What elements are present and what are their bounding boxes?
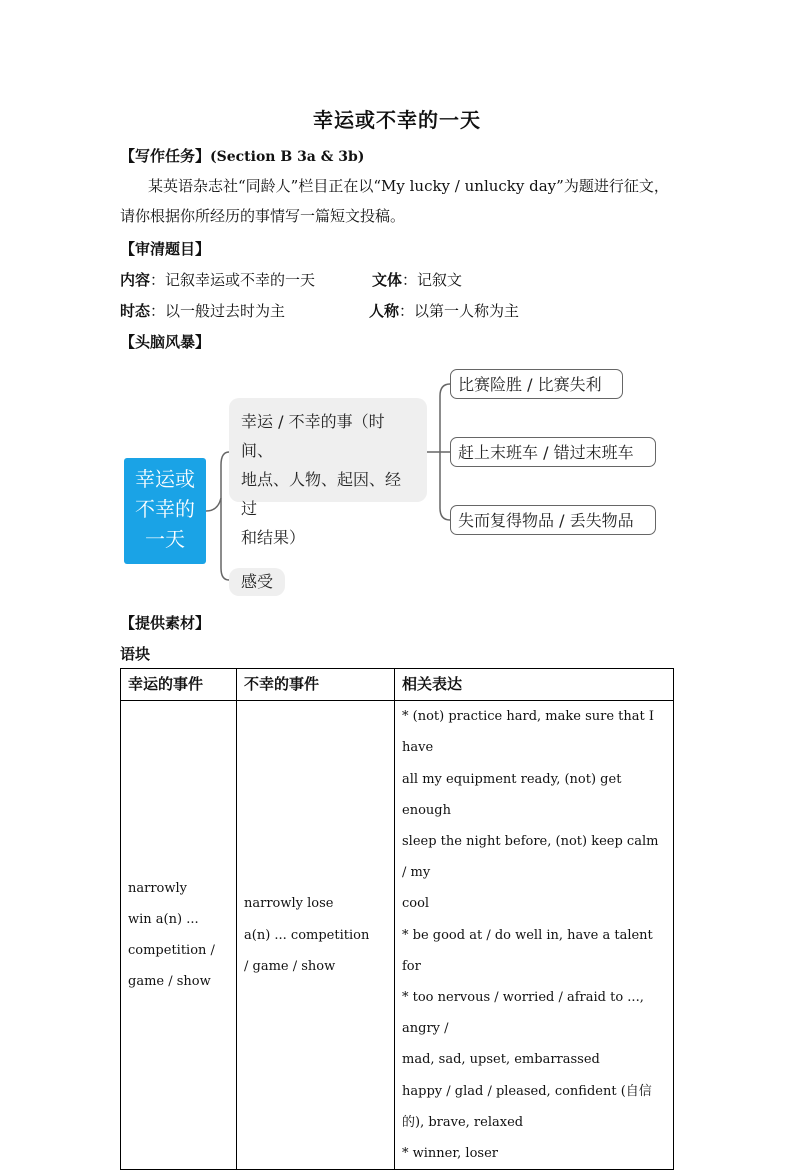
mind-map-leaf-lost-items: 失而复得物品 / 丢失物品 — [450, 505, 656, 535]
writing-task-line-2: 请你根据你所经历的事情写一篇短文投稿。 — [120, 207, 406, 225]
person-value: ：以第一人称为主 — [399, 302, 520, 320]
genre-label: 文体 — [372, 271, 403, 289]
branch-events-line-3: 和结果） — [241, 528, 306, 547]
mind-map-branch-events — [229, 398, 427, 547]
writing-task-heading: 【写作任务】 — [120, 147, 211, 165]
unlucky-line: narrowly lose — [244, 896, 334, 912]
lucky-line: win a(n) ... — [128, 912, 199, 928]
tense-label: 时态 — [120, 302, 151, 320]
materials-subheading: 语块 — [120, 645, 151, 663]
lucky-line: game / show — [128, 974, 211, 990]
mind-map-root — [124, 458, 206, 564]
page-title: 幸运或不幸的一天 — [313, 108, 481, 132]
mind-map-leaf-competition: 比赛险胜 / 比赛失利 — [450, 369, 623, 399]
root-line-3: 一天 — [145, 527, 185, 551]
mind-map-leaf-last-bus: 赶上末班车 / 错过末班车 — [450, 437, 656, 467]
content-label: 内容 — [120, 271, 151, 289]
cell-related-expressions — [395, 701, 674, 1170]
expression-line: * be good at / do well in, have a talent for — [402, 927, 653, 974]
writing-task-section: (Section B 3a & 3b) — [210, 149, 365, 165]
branch-events-line-2: 地点、人物、起因、经过 — [241, 470, 402, 518]
analysis-heading: 【审清题目】 — [120, 240, 211, 258]
expression-line: * too nervous / worried / afraid to ..., angry / — [402, 990, 644, 1037]
branch-events-line-1: 幸运 / 不幸的事（时间、 — [241, 412, 385, 460]
cell-lucky-events — [121, 701, 237, 1170]
tense-value: ：以一般过去时为主 — [150, 302, 286, 320]
phrase-table — [120, 668, 674, 1170]
mind-map-branch-feelings: 感受 — [229, 568, 285, 596]
genre-value: ：记叙文 — [402, 271, 463, 289]
writing-task-line-1: 某英语杂志社“同龄人”栏目正在以“My lucky / unlucky day”为题进行征文， — [148, 177, 669, 195]
expression-line: sleep the night before, (not) keep calm / my — [402, 834, 659, 881]
connector-leaf3 — [440, 452, 450, 520]
expression-line: 的), brave, relaxed — [402, 1114, 524, 1130]
header-related-expressions: 相关表达 — [395, 669, 674, 701]
cell-unlucky-events — [237, 701, 395, 1170]
root-line-1: 幸运或 — [135, 467, 195, 491]
lucky-line: competition / — [128, 943, 215, 959]
connector-root-branch1 — [206, 452, 229, 511]
lucky-line: narrowly — [128, 880, 188, 896]
materials-heading: 【提供素材】 — [120, 614, 211, 632]
expression-line: mad, sad, upset, embarrassed — [402, 1052, 600, 1068]
header-lucky-events: 幸运的事件 — [121, 669, 237, 701]
header-unlucky-events: 不幸的事件 — [237, 669, 395, 701]
table-header-row — [121, 669, 674, 701]
expression-line: cool — [402, 896, 430, 912]
content-value: ：记叙幸运或不幸的一天 — [150, 271, 316, 289]
person-label: 人称 — [369, 302, 400, 320]
brainstorm-heading: 【头脑风暴】 — [120, 333, 211, 351]
unlucky-line: / game / show — [244, 958, 336, 974]
expression-line: * (not) practice hard, make sure that I have — [402, 709, 655, 756]
table-row — [121, 701, 674, 1170]
root-line-2: 不幸的 — [135, 497, 195, 521]
expression-line: all my equipment ready, (not) get enough — [402, 771, 622, 818]
expression-line: * winner, loser — [402, 1146, 498, 1162]
expression-line: happy / glad / pleased, confident (自信 — [402, 1083, 652, 1099]
connector-leaf1 — [440, 384, 450, 452]
unlucky-line: a(n) ... competition — [244, 927, 370, 943]
connector-root-branch2 — [221, 498, 229, 580]
